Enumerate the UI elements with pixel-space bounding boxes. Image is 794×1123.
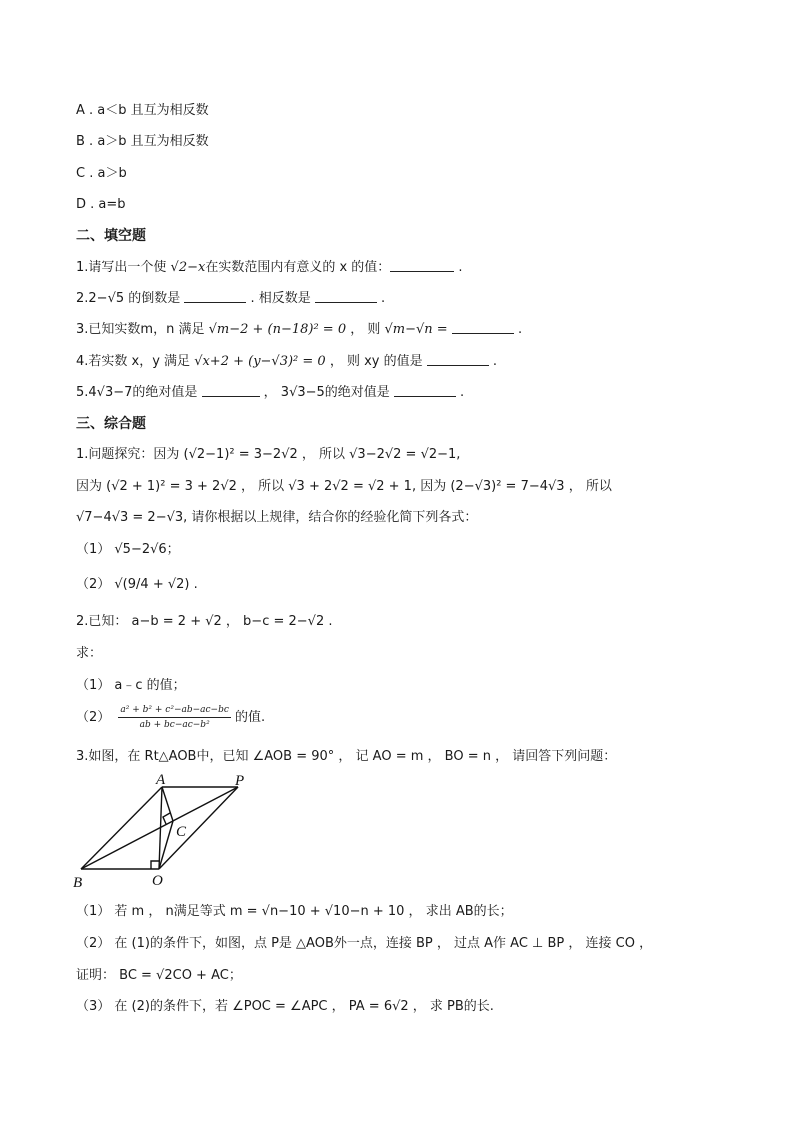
label-A: A bbox=[156, 773, 166, 788]
problem-3-sub-2-line-2: 证明： BC = √2CO + AC； bbox=[76, 968, 242, 983]
q5-text-a: 5.4√3−7的绝对值是 bbox=[76, 385, 202, 400]
problem-1-sub-1: （1） √5−2√6； bbox=[76, 542, 180, 557]
problem-2-label: （2） bbox=[76, 709, 111, 725]
q2-text-c: . bbox=[376, 291, 386, 306]
problem-1-line-3: √7−4√3 = 2−√3, 请你根据以上规律，结合你的经验化简下列各式： bbox=[76, 510, 478, 525]
problem-2-sub-1: （1） a﹣c 的值； bbox=[76, 678, 186, 693]
answer-blank bbox=[427, 353, 489, 366]
label-O: O bbox=[152, 873, 163, 889]
q1-radical: √2−x bbox=[170, 260, 206, 275]
label-B: B bbox=[73, 875, 83, 891]
problem-3-line-1: 3.如图，在 Rt△AOB中，已知 ∠AOB = 90° ， 记 AO = m ， BO = n ， 请回答下列问题： bbox=[76, 749, 617, 764]
problem-3-sub-2-line-1: （2） 在 (1)的条件下，如图，点 P是 △AOB外一点，连接 BP ， 过点 A作 AC ⊥ BP ， 连接 CO ， bbox=[76, 936, 653, 951]
problem-3-sub-3: （3） 在 (2)的条件下，若 ∠POC = ∠APC ， PA = 6√2 ， 求 PB的长. bbox=[76, 999, 494, 1014]
fill-question-3 bbox=[76, 321, 522, 339]
q4-equation: √x+2 + (y−√3)² = 0 bbox=[194, 354, 326, 369]
q4-text-a: 4.若实数 x，y 满足 bbox=[76, 354, 195, 369]
choice-d: D . a=b bbox=[76, 197, 126, 212]
fill-question-1 bbox=[76, 259, 463, 277]
q3-equation: √m−2 + (n−18)² = 0 bbox=[208, 322, 347, 337]
geometry-figure bbox=[70, 773, 270, 891]
fill-question-2 bbox=[76, 290, 385, 308]
q3-text-a: 3.已知实数m，n 满足 bbox=[76, 322, 209, 337]
choice-c: C . a＞b bbox=[76, 166, 127, 181]
answer-blank bbox=[202, 384, 260, 397]
q4-text-c: . bbox=[488, 354, 498, 369]
fill-question-4 bbox=[76, 353, 497, 371]
answer-blank bbox=[315, 290, 377, 303]
fraction bbox=[118, 703, 230, 732]
problem-2-line-2: 求： bbox=[76, 646, 103, 661]
problem-1-sub-2: （2） √(9/4 + √2) . bbox=[76, 577, 198, 592]
right-angle-mark-O bbox=[151, 861, 159, 869]
choice-a: A . a＜b 且互为相反数 bbox=[76, 103, 209, 118]
answer-blank bbox=[452, 321, 514, 334]
q3-expression: √m−√n = bbox=[384, 322, 448, 337]
label-P: P bbox=[235, 773, 245, 789]
label-C: C bbox=[176, 824, 187, 840]
q3-text-c: . bbox=[513, 322, 523, 337]
answer-blank bbox=[390, 259, 454, 272]
section-heading-comprehensive: 三、综合题 bbox=[76, 416, 146, 432]
q1-text-c: . bbox=[454, 260, 463, 275]
answer-blank bbox=[184, 290, 246, 303]
problem-1-line-1: 1.问题探究：因为 (√2−1)² = 3−2√2 ， 所以 √3−2√2 = √2−1, bbox=[76, 447, 461, 462]
section-heading-fill-blank: 二、填空题 bbox=[76, 228, 146, 244]
q4-text-b: ， 则 xy 的值是 bbox=[325, 354, 427, 369]
choice-b: B . a＞b 且互为相反数 bbox=[76, 134, 209, 149]
answer-blank bbox=[394, 384, 456, 397]
fraction-numerator: a² + b² + c²−ab−ac−bc bbox=[118, 703, 230, 718]
problem-3-sub-1: （1） 若 m ， n满足等式 m = √n−10 + √10−n + 10 ， 求出 AB的长； bbox=[76, 904, 513, 919]
q5-text-c: . bbox=[455, 385, 465, 400]
problem-2-sub-2 bbox=[76, 703, 265, 732]
problem-2-line-1: 2.已知： a−b = 2 + √2 ， b−c = 2−√2 . bbox=[76, 614, 333, 629]
q1-text-b: 在实数范围内有意义的 x 的值： bbox=[205, 260, 391, 275]
q3-text-b: ， 则 bbox=[346, 322, 385, 337]
segment-AB bbox=[81, 787, 162, 869]
fill-question-5 bbox=[76, 384, 464, 402]
q2-text-b: . 相反数是 bbox=[246, 291, 315, 306]
fraction-denominator: ab + bc−ac−b² bbox=[139, 720, 210, 730]
problem-1-line-2: 因为 (√2 + 1)² = 3 + 2√2 ， 所以 √3 + 2√2 = √2 + 1, 因为 (2−√3)² = 7−4√3 ， 所以 bbox=[76, 479, 612, 494]
q1-text-a: 1.请写出一个使 bbox=[76, 260, 171, 275]
q2-text-a: 2.2−√5 的倒数是 bbox=[76, 291, 185, 306]
problem-2-tail: 的值. bbox=[235, 709, 266, 725]
q5-text-b: ， 3√3−5的绝对值是 bbox=[259, 385, 394, 400]
